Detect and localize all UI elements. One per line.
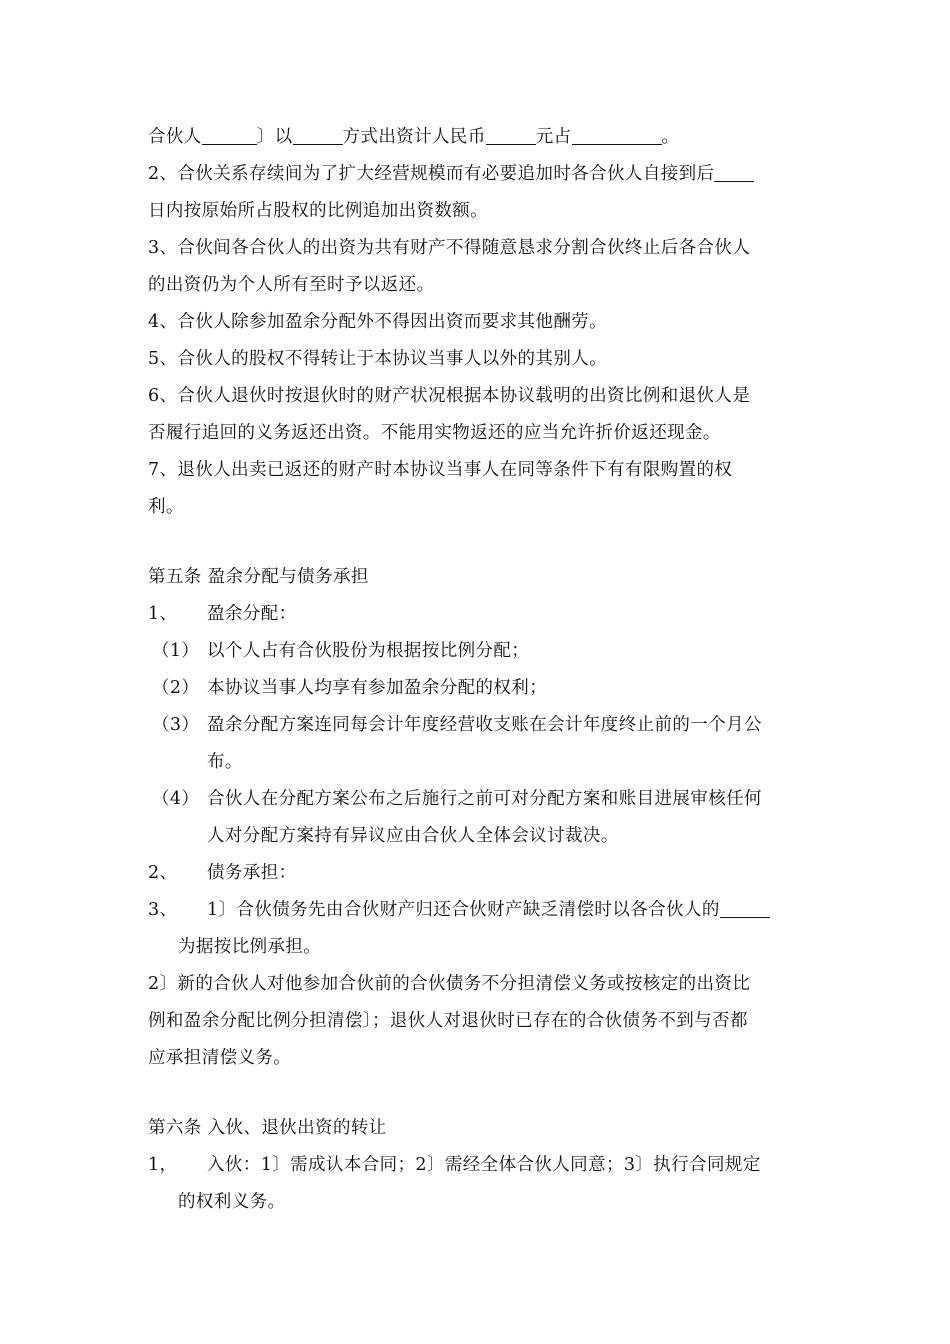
list-item-number: （4）	[152, 789, 200, 809]
paragraph-line: 例和盈余分配比例分担清偿〕；退伙人对退伙时已存在的合伙债务不到与否都	[148, 1011, 748, 1031]
text-segment: 方式出资计人民币	[342, 127, 486, 147]
article-heading: 第五条 盈余分配与债务承担	[148, 567, 369, 587]
list-item-text: 盈余分配方案连同每会计年度经营收支账在会计年度终止前的一个月公	[207, 715, 762, 735]
list-item-number: （3）	[152, 715, 200, 735]
paragraph-line: 利。	[148, 497, 184, 517]
text-segment: 。	[661, 127, 680, 147]
list-item-text: 为据按比例承担。	[178, 937, 322, 957]
list-item-text: 布。	[207, 752, 243, 772]
list-item-text: 的权利义务。	[178, 1192, 286, 1212]
list-item-text: 1〕合伙债务先由合伙财产归还合伙财产缺乏清偿时以各合伙人的	[207, 898, 770, 922]
article-heading: 第六条 入伙、退伙出资的转让	[148, 1118, 387, 1138]
blank-underline	[714, 163, 754, 182]
text-segment: 元占	[535, 127, 572, 147]
paragraph-line: 日内按原始所占股权的比例追加出资数额。	[148, 201, 489, 221]
list-item-number: 2、	[148, 863, 178, 883]
list-item-number: （2）	[152, 678, 200, 698]
list-item-text: 人对分配方案持有异议应由合伙人全体会议讨裁决。	[207, 826, 619, 846]
blank-underline	[202, 126, 257, 145]
contribution-line	[148, 125, 679, 149]
paragraph-line: 的出资仍为个人所有至时予以返还。	[148, 275, 435, 295]
list-item-number: 1，	[148, 1155, 178, 1175]
paragraph-line: 4、合伙人除参加盈余分配外不得因出资而要求其他酬劳。	[148, 312, 608, 332]
list-item-number: （1）	[152, 641, 200, 661]
paragraph-line: 2、合伙关系存续间为了扩大经营规模而有必要追加时各合伙人自接到后	[148, 162, 754, 186]
paragraph-line: 6、合伙人退伙时按退伙时的财产状况根据本协议载明的出资比例和退伙人是	[148, 386, 751, 406]
blank-underline	[486, 126, 536, 145]
list-item-text: 以个人占有合伙股份为根据按比例分配；	[207, 641, 530, 661]
list-item	[148, 602, 177, 626]
list-item-text: 入伙：1〕需成认本合同；2〕需经全体合伙人同意；3〕执行合同规定	[207, 1155, 761, 1175]
paragraph-line: 2〕新的合伙人对他参加合伙前的合伙债务不分担清偿义务或按核定的出资比	[148, 974, 751, 994]
list-item-text: 债务承担：	[207, 863, 297, 883]
list-item-number: 3、	[148, 900, 178, 920]
text-segment: 〕以	[256, 127, 293, 147]
list-item-text: 盈余分配：	[207, 604, 297, 624]
blank-underline	[720, 899, 770, 918]
item-number: 1、	[148, 604, 178, 624]
list-item-text: 合伙人在分配方案公布之后施行之前可对分配方案和账目进展审核任何	[207, 789, 762, 809]
paragraph-line: 否履行追回的义务返还出资。不能用实物返还的应当允许折价返还现金。	[148, 423, 721, 443]
paragraph-line: 3、合伙间各合伙人的出资为共有财产不得随意恳求分割合伙终止后各合伙人	[148, 238, 751, 258]
text-segment: 合伙人	[148, 127, 202, 147]
list-item-text: 本协议当事人均享有参加盈余分配的权利；	[207, 678, 548, 698]
paragraph-line: 应承担清偿义务。	[148, 1048, 292, 1068]
paragraph-line: 7、退伙人出卖已返还的财产时本协议当事人在同等条件下有有限购置的权	[148, 460, 733, 480]
paragraph-line: 5、合伙人的股权不得转让于本协议当事人以外的其别人。	[148, 349, 608, 369]
blank-underline	[572, 126, 662, 145]
blank-underline	[293, 126, 343, 145]
